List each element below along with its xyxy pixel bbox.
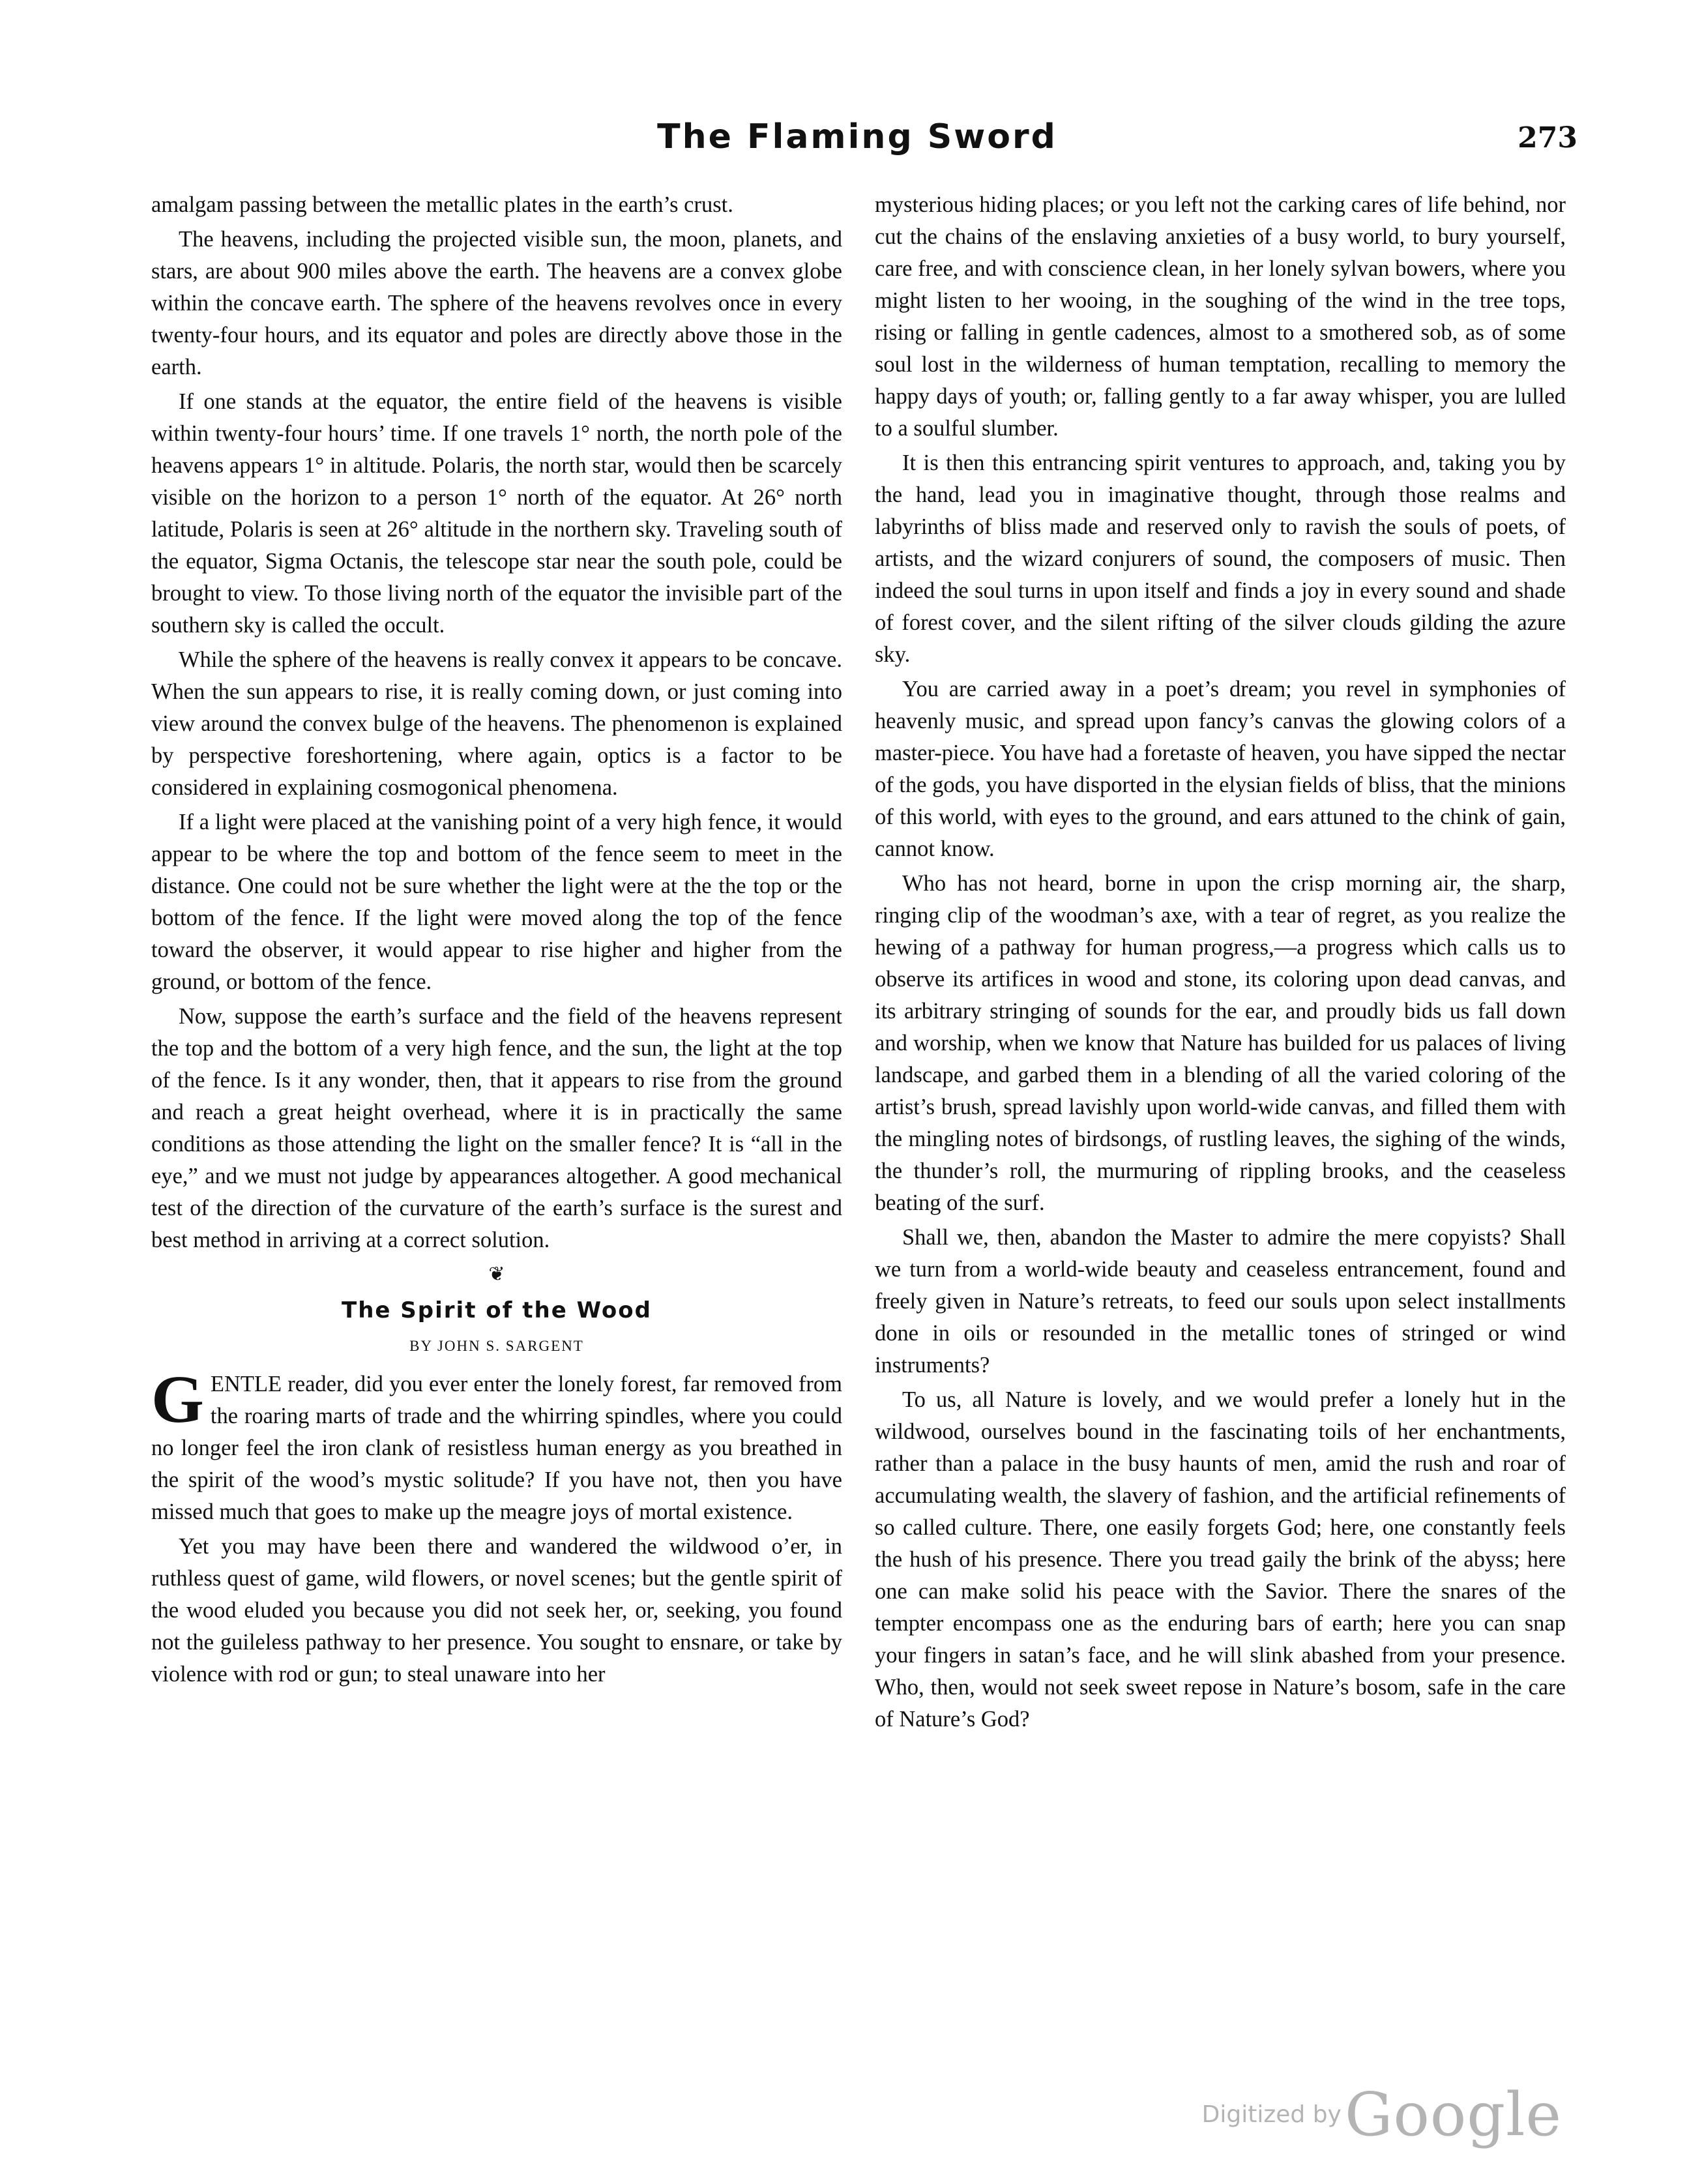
paragraph: The heavens, including the projected visible sun, the moon, planets, and stars, are about 900 miles above the earth. The heavens are a convex globe within the concave earth. The sphere of the heavens revolves once in every twenty-four hours, and its equator and poles are directly above those in the earth.	[151, 227, 842, 379]
paragraph: Who has not heard, borne in upon the crisp morning air, the sharp, ringing clip of the woodman’s axe, with a tear of regret, as you realize the hewing of a pathway for human progress,—a progress which calls us to observe its artifices in wood and stone, its coloring upon dead canvas, and its arbitrary stringing of sounds for the ear, and proudly bids us fall down and worship, when we know that Nature has builded for us palaces of living landscape, and garbed them in a blending of all the varied coloring of the artist’s brush, spread lavishly upon world-wide canvas, and filled them with the mingling notes of birdsongs, of rustling leaves, the sighing of the winds, the thunder’s roll, the murmuring of rippling brooks, and the ceaseless beating of the surf.	[875, 871, 1566, 1215]
paragraph: Shall we, then, abandon the Master to admire the mere copyists? Shall we turn from a world-wide beauty and ceaseless entrancement, found and freely given in Nature’s retreats, to feed our souls upon select installments done in oils or resounded in the metallic tones of stringed or wind instruments?	[875, 1225, 1566, 1378]
page-number: 273	[1518, 121, 1577, 155]
page-header	[137, 117, 1577, 176]
drop-cap-letter: G	[151, 1362, 204, 1437]
paragraph: Now, suppose the earth’s surface and the field of the heavens represent the top and the bottom of a very high fence, and the sun, the light at the top of the fence. Is it any wonder, then, that it appears to rise from the ground and reach a great height overhead, where it is in practically the same conditions as those attending the light on the smaller fence? It is “all in the eye,” and we must not judge by appearances altogether. A good mechanical test of the direction of the curvature of the earth’s surface is the surest and best method in arriving at a correct solution.	[151, 1004, 842, 1252]
watermark-prefix: Digitized by	[1201, 2101, 1342, 2128]
paragraph: To us, all Nature is lovely, and we would prefer a lonely hut in the wildwood, ourselves bound in the fascinating toils of her enchantments, rather than a palace in the busy haunts of men, amid the rush and roar of accumulating wealth, the slavery of fashion, and the artificial refinements of so called culture. There, one easily forgets God; here, one constantly feels the hush of his presence. There you tread gaily the brink of the abyss; here one can make solid his peace with the Savior. There the snares of the tempter encompass one as the enduring bars of earth; here you can snap your fingers in satan’s face, and he will slink abashed from your presence. Who, then, would not seek sweet repose in Nature’s bosom, safe in the care of Nature’s God?	[875, 1387, 1566, 1732]
right-column	[875, 189, 1566, 1738]
paragraph: While the sphere of the heavens is really convex it appears to be concave. When the sun appears to rise, it is really coming down, or just coming into view around the convex bulge of the heavens. The phenomenon is explained by perspective foreshortening, where again, optics is a factor to be considered in explaining cosmogonical phenomena.	[151, 647, 842, 800]
left-column	[151, 189, 842, 1693]
section-ornament: ❦	[488, 1263, 505, 1285]
journal-title: The Flaming Sword	[657, 117, 1057, 156]
paragraph: You are carried away in a poet’s dream; you revel in symphonies of heavenly music, and spread upon fancy’s canvas the glowing colors of a master-piece. You have had a foretaste of heaven, you have sipped the nectar of the gods, you have disported in the elysian fields of bliss, that the minions of this world, with eyes to the ground, and ears attuned to the chink of gain, cannot know.	[875, 677, 1566, 861]
paragraph: It is then this entrancing spirit ventures to approach, and, taking you by the hand, lead you in imaginative thought, through those realms and labyrinths of bliss made and reserved only to ravish the souls of poets, of artists, and the wizard conjurers of sound, the composers of music. Then indeed the soul turns in upon itself and finds a joy in every sound and shade of forest cover, and the silent rifting of the silver clouds gilding the azure sky.	[875, 450, 1566, 667]
paragraph: If one stands at the equator, the entire field of the heavens is visible within twenty-four hours’ time. If one travels 1° north, the north pole of the heavens appears 1° in altitude. Polaris, the north star, would then be scarcely visible on the horizon to a person 1° north of the equator. At 26° north latitude, Polaris is seen at 26° altitude in the northern sky. Traveling south of the equator, Sigma Octanis, the telescope star near the south pole, could be brought to view. To those living north of the equator the invisible part of the southern sky is called the occult.	[151, 389, 842, 638]
first-paragraph-text: ENTLE reader, did you ever enter the lonely forest, far removed from the roaring marts of trade and the whirring spindles, where you could no longer feel the iron clank of resistless human energy as you breathed in the spirit of the wood’s mystic solitude? If you have not, then you have missed much that goes to make up the meagre joys of mortal existence.	[151, 1372, 842, 1524]
article-byline: BY JOHN S. SARGENT	[409, 1338, 584, 1354]
paragraph: amalgam passing between the metallic plates in the earth’s crust.	[151, 192, 733, 217]
paragraph: mysterious hiding places; or you left not the carking cares of life behind, nor cut the chains of the enslaving anxieties of a busy world, to bury yourself, care free, and with conscience clean, in her lonely sylvan bowers, where you might listen to her wooing, in the soughing of the wind in the tree tops, rising or falling in gentle cadences, almost to a smothered sob, as of some soul lost in the wilderness of human temptation, recalling to memory the happy days of youth; or, falling gently to a far away whisper, you are lulled to a soulful slumber.	[875, 192, 1566, 441]
paragraph: If a light were placed at the vanishing point of a very high fence, it would appear to be where the top and bottom of the fence seem to meet in the distance. One could not be sure whether the light were at the the top or the bottom of the fence. If the light were moved along the top of the fence toward the observer, it would appear to rise higher and higher from the ground, or bottom of the fence.	[151, 810, 842, 994]
digitized-watermark	[1202, 2080, 1562, 2149]
article-first-paragraph	[151, 1362, 842, 1528]
paragraph: Yet you may have been there and wandered the wildwood o’er, in ruthless quest of game, wild flowers, or novel scenes; but the gentle spirit of the wood eluded you because you did not seek her, or, seeking, you found not the guileless pathway to her presence. You sought to ensnare, or take by violence with rod or gun; to steal unaware into her	[151, 1534, 842, 1687]
google-logo: Google	[1344, 2080, 1562, 2149]
article-title: The Spirit of the Wood	[342, 1297, 652, 1323]
